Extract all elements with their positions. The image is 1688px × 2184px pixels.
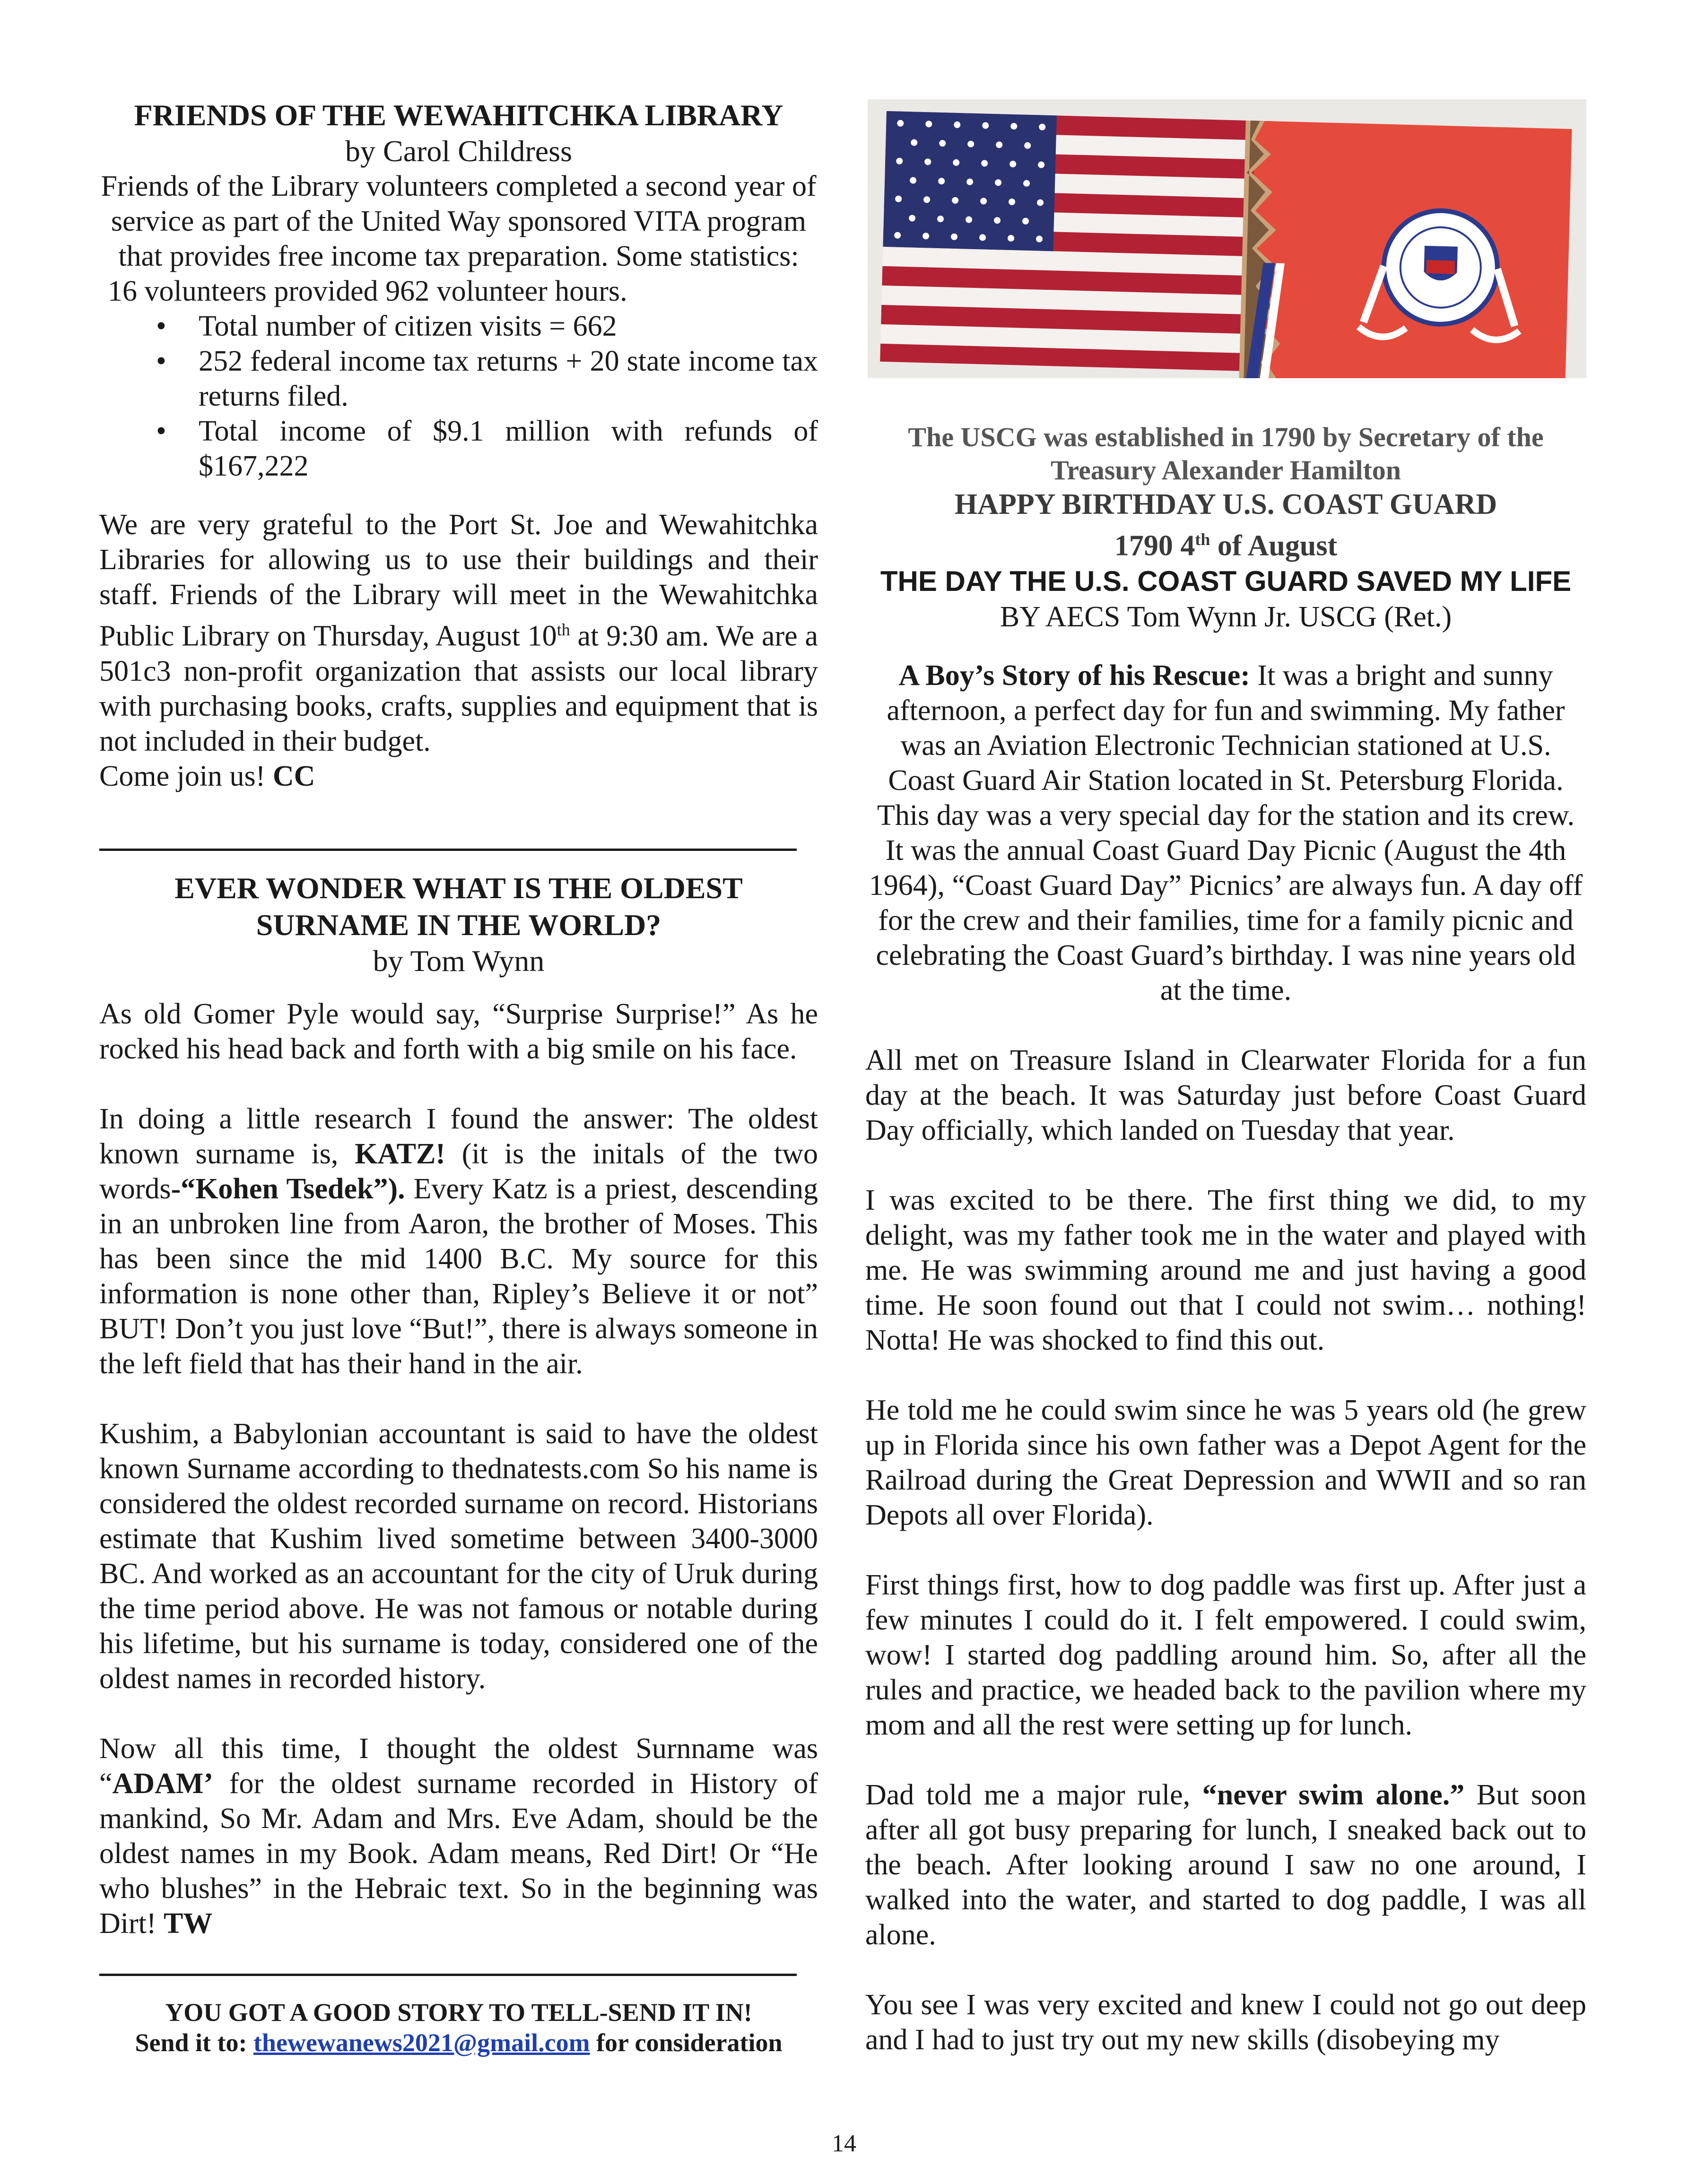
story-paragraph: First things first, how to dog paddle was first up. After just a few minutes I could do it. I felt empowered. I could swim, wow! I started dog paddling around him. So, after all the rules and practice, we headed back to the pavilion where my mom and all the rest were setting up for lunch. [865, 1569, 1586, 1741]
right-column [865, 421, 1586, 2057]
list-item: • Total number of citizen visits = 662 [156, 310, 617, 342]
birthday-date: 1790 4th of August [1114, 529, 1338, 562]
library-article-byline: by Carol Childress [345, 134, 572, 168]
library-article-body: We are very grateful to the Port St. Joe and Wewahitchka Libraries for allowing us to use their buildings and their staff. Friends of the Library will meet in the Wewahitchka Public Library on Thursday, August 10th at 9:30 am. We are a 501c3 non-profit organization that assists our local library with purchasing books, crafts, supplies and equipment that is not included in their budget. [99, 509, 818, 757]
divider [99, 849, 797, 851]
volunteer-hours: 16 volunteers provided 962 volunteer hours. [108, 275, 627, 307]
statistics-list [99, 309, 818, 484]
story-byline: BY AECS Tom Wynn Jr. USCG (Ret.) [1000, 600, 1452, 633]
surname-article [99, 870, 818, 1941]
photo-caption: The USCG was established in 1790 by Secretary of the Treasury Alexander Hamilton [908, 422, 1544, 485]
library-article-intro: Friends of the Library volunteers completed a second year of service as part of the United Way sponsored VITA program that provides free income tax preparation. Some statistics: [101, 170, 817, 272]
library-article [99, 97, 818, 794]
story-lead: A Boy’s Story of his Rescue: It was a bright and sunny afternoon, a perfect day for fun and swimming. My father was an Aviation Electronic Technician stationed at U.S. Coast Guard Air Station located in St. Petersburg Florida. This day was a very special day for the station and its crew. It was the annual Coast Guard Day Picnic (August the 4th 1964), “Coast Guard Day” Picnics’ are always fun. A day off for the crew and their families, time for a family picnic and celebrating the Coast Guard’s birthday. I was nine years old at the time. [869, 659, 1583, 1006]
story-paragraph: All met on Treasure Island in Clearwater Florida for a fun day at the beach. It was Saturday just before Coast Guard Day officially, which landed on Tuesday that year. [865, 1044, 1586, 1146]
surname-paragraph: Now all this time, I thought the oldest Surnname was “ADAM’ for the oldest surname recorded in History of mankind, So Mr. Adam and Mrs. Eve Adam, should be the oldest names in my Book. Adam means, Red Dirt! Or “He who blushes” in the Hebraic text. So in the beginning was Dirt! TW [99, 1733, 818, 1940]
surname-paragraph: Kushim, a Babylonian accountant is said to have the oldest known Surname according to thednatests.com So his name is considered the oldest recorded surname on record. Historians estimate that Kushim lived sometime between 3400-3000 BC. And worked as an accountant for the city of Uruk during the time period above. He was not famous or notable during his lifetime, but his surname is today, considered one of the oldest names in recorded history. [99, 1418, 818, 1695]
surname-article-byline: by Tom Wynn [373, 944, 545, 978]
birthday-heading: HAPPY BIRTHDAY U.S. COAST GUARD [954, 488, 1497, 520]
email-link[interactable]: thewewanews2021@gmail.com [253, 2028, 590, 2057]
divider [99, 1974, 797, 1976]
callout-heading: YOU GOT A GOOD STORY TO TELL-SEND IT IN! [165, 1998, 752, 2027]
surname-paragraph: In doing a little research I found the answer: The oldest known surname is, KATZ! (it is the initals of the two words-“Kohen Tsedek”). Every Katz is a priest, descending in an unbroken line from Aaron, the brother of Moses. This has been since the mid 1400 B.C. My source for this information is none other than, Ripley’s Believe it or not” BUT! Don’t you just love “But!”, there is always someone in the left field that has their hand in the air. [99, 1103, 818, 1380]
flag-image [868, 99, 1586, 378]
surname-article-title: EVER WONDER WHAT IS THE OLDEST SURNAME IN THE WORLD? [174, 871, 743, 942]
story-paragraph: Dad told me a major rule, “never swim alone.” But soon after all got busy preparing for lunch, I sneaked back out to the beach. After looking around I saw no one around, I walked into the water, and started to dog paddle, I was all alone. [865, 1778, 1587, 1951]
story-paragraph: You see I was very excited and knew I could not go out deep and I had to just try out my new skills (disobeying my [865, 1988, 1586, 2056]
library-article-closing: Come join us! CC [99, 760, 315, 792]
library-article-title: FRIENDS OF THE WEWAHITCHKA LIBRARY [134, 98, 783, 132]
story-paragraph: He told me he could swim since he was 5 years old (he grew up in Florida since his own father was a Depot Agent for the Railroad during the Great Depression and WWII and so ran Depots all over Florida). [865, 1394, 1586, 1531]
coast-guard-flag-photo [868, 99, 1586, 378]
callout-send: Send it to: thewewanews2021@gmail.com for consideration [135, 2028, 783, 2057]
list-item: • Total income of $9.1 million with refunds of $167,222 [156, 415, 818, 482]
submission-callout [99, 1997, 818, 2058]
list-item: • 252 federal income tax returns + 20 state income tax returns filed. [156, 345, 818, 412]
story-title: THE DAY THE U.S. COAST GUARD SAVED MY LIFE [880, 565, 1572, 597]
surname-paragraph: As old Gomer Pyle would say, “Surprise Surprise!” As he rocked his head back and forth with a big smile on his face. [99, 998, 818, 1065]
page-number: 14 [832, 2130, 856, 2157]
story-paragraph: I was excited to be there. The first thing we did, to my delight, was my father took me in the water and played with me. He was swimming around me and just having a good time. He soon found out that I could not swim… nothing! Notta! He was shocked to find this out. [865, 1184, 1586, 1356]
